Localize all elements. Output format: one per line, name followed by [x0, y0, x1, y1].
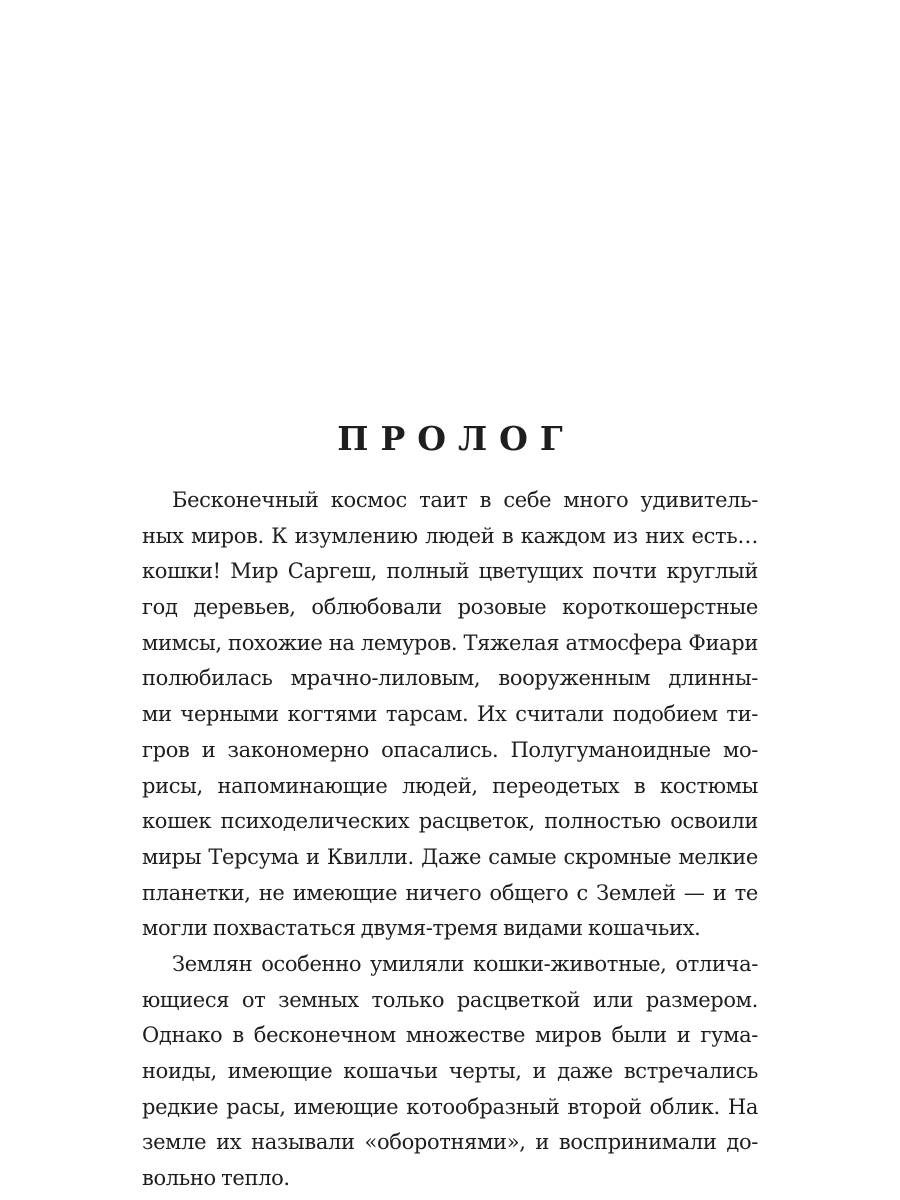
text-line: ноиды, имеющие кошачьи черты, и даже встречались: [142, 1059, 758, 1083]
chapter-title: ПРОЛОГ: [337, 419, 575, 458]
text-line: Однако в бесконечном множестве миров были и гума-: [142, 1023, 758, 1048]
text-line: мимсы, похожие на лемуров. Тяжелая атмосфера Фиари: [142, 630, 758, 655]
text-line: кошек психоделических расцветок, полностью освоили: [142, 809, 758, 834]
text-line: гров и закономерно опасались. Полугуманоидные мо-: [142, 737, 758, 762]
text-line: ми черными когтями тарсам. Их считали подобием ти-: [142, 702, 758, 727]
text-line: могли похвастаться двумя-тремя видами кошачьих.: [142, 916, 701, 941]
text-line: планетки, не имеющие ничего общего с Землей — и те: [142, 880, 758, 905]
text-line: рисы, напоминающие людей, переодетых в костюмы: [142, 773, 758, 798]
text-line: Землян особенно умиляли кошки-животные, отлича-: [172, 951, 758, 976]
text-line: земле их называли «оборотнями», и воспринимали до-: [142, 1130, 758, 1155]
text-line: кошки! Мир Саргеш, полный цветущих почти круглый: [142, 559, 758, 584]
text-line: ющиеся от земных только расцветкой или размером.: [142, 987, 758, 1012]
chapter-body: [142, 483, 758, 1197]
text-line: год деревьев, облюбовали розовые короткошерстные: [142, 595, 758, 620]
text-line: вольно тепло.: [142, 1166, 290, 1191]
text-line: миры Терсума и Квилли. Даже самые скромные мелкие: [142, 844, 758, 869]
text-line: Бесконечный космос таит в себе много удивитель-: [172, 488, 758, 512]
text-line: ных миров. К изумлению людей в каждом из них есть…: [142, 523, 758, 548]
text-line: редкие расы, имеющие котообразный второй облик. На: [142, 1094, 758, 1119]
text-line: полюбилась мрачно-лиловым, вооруженным длинны-: [142, 666, 758, 691]
